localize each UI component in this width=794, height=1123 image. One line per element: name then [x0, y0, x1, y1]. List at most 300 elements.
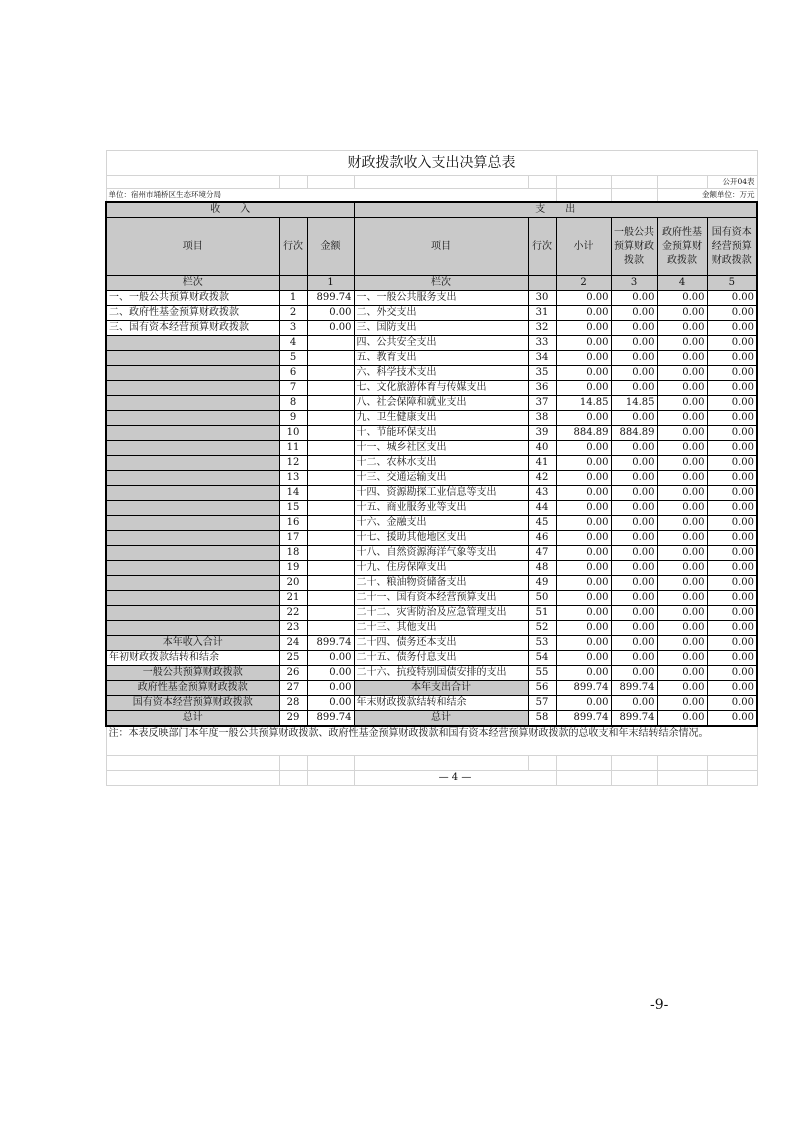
colno-2: 2: [556, 276, 611, 291]
income-row-no: 12: [279, 456, 307, 471]
income-row-no: 16: [279, 516, 307, 531]
expense-item: 四、公共安全支出: [354, 336, 528, 351]
income-item: [106, 396, 279, 411]
header-item: 项目: [106, 218, 279, 276]
expense-item: 五、教育支出: [354, 351, 528, 366]
expense-subtotal: 0.00: [556, 366, 611, 381]
expense-general: 884.89: [611, 426, 657, 441]
expense-row-no: 30: [528, 291, 556, 306]
expense-row-no: 50: [528, 591, 556, 606]
expense-general: 0.00: [611, 546, 657, 561]
income-amount: 899.74: [307, 711, 354, 727]
expense-capital: 0.00: [707, 621, 757, 636]
expense-general: 14.85: [611, 396, 657, 411]
income-row-no: 26: [279, 666, 307, 681]
income-item: [106, 411, 279, 426]
expense-item: 十六、金融支出: [354, 516, 528, 531]
expense-subtotal: 0.00: [556, 546, 611, 561]
expense-subtotal: 0.00: [556, 516, 611, 531]
expense-subtotal: 14.85: [556, 396, 611, 411]
income-amount: [307, 621, 354, 636]
expense-capital: 0.00: [707, 546, 757, 561]
expense-general: 0.00: [611, 501, 657, 516]
expense-row-no: 46: [528, 531, 556, 546]
expense-item: 十八、自然资源海洋气象等支出: [354, 546, 528, 561]
expense-capital: 0.00: [707, 351, 757, 366]
expense-general: 0.00: [611, 651, 657, 666]
expense-item: 七、文化旅游体育与传媒支出: [354, 381, 528, 396]
expense-row-no: 56: [528, 681, 556, 696]
income-item: [106, 501, 279, 516]
table-row: [106, 501, 757, 516]
expense-general: 0.00: [611, 306, 657, 321]
expense-item: 二十五、债务付息支出: [354, 651, 528, 666]
expense-row-no: 36: [528, 381, 556, 396]
expense-row-no: 33: [528, 336, 556, 351]
expense-row-no: 42: [528, 471, 556, 486]
table-row: [106, 426, 757, 441]
expense-fund: 0.00: [657, 306, 707, 321]
table-row: [106, 621, 757, 636]
table-row: [106, 321, 757, 336]
table-row: [106, 651, 757, 666]
header-row: 行次: [279, 218, 307, 276]
expense-general: 0.00: [611, 531, 657, 546]
expense-subtotal: 0.00: [556, 351, 611, 366]
income-amount: [307, 501, 354, 516]
income-row-no: 15: [279, 501, 307, 516]
income-row-no: 27: [279, 681, 307, 696]
expense-subtotal: 0.00: [556, 321, 611, 336]
expense-subtotal: 0.00: [556, 696, 611, 711]
income-row-no: 10: [279, 426, 307, 441]
expense-capital: 0.00: [707, 321, 757, 336]
income-row-no: 25: [279, 651, 307, 666]
income-row-no: 19: [279, 561, 307, 576]
income-item: [106, 441, 279, 456]
expense-item: 十二、农林水支出: [354, 456, 528, 471]
income-amount: [307, 441, 354, 456]
expense-subtotal: 0.00: [556, 381, 611, 396]
expense-general: 0.00: [611, 696, 657, 711]
table-note: 注：本表反映部门本年度一般公共预算财政拨款、政府性基金预算财政拨款和国有资本经营预算财政拨款的总收支和年末结转结余情况。: [106, 726, 757, 756]
colno-3: 3: [611, 276, 657, 291]
income-amount: [307, 426, 354, 441]
expense-fund: 0.00: [657, 441, 707, 456]
table-row: [106, 336, 757, 351]
income-row-no: 17: [279, 531, 307, 546]
expense-general: 899.74: [611, 711, 657, 727]
expense-general: 0.00: [611, 561, 657, 576]
expense-subtotal: 884.89: [556, 426, 611, 441]
expense-item: 一、一般公共服务支出: [354, 291, 528, 306]
table-row: [106, 681, 757, 696]
income-amount: [307, 471, 354, 486]
expense-fund: 0.00: [657, 471, 707, 486]
income-item: 总计: [106, 711, 279, 727]
income-amount: 0.00: [307, 696, 354, 711]
expense-subtotal: 0.00: [556, 441, 611, 456]
expense-row-no: 58: [528, 711, 556, 727]
expense-general: 0.00: [611, 351, 657, 366]
expense-capital: 0.00: [707, 381, 757, 396]
expense-general: 0.00: [611, 486, 657, 501]
unit-label: 单位：宿州市埇桥区生态环境分局: [106, 189, 556, 203]
colno-label: 栏次: [106, 276, 279, 291]
expense-capital: 0.00: [707, 441, 757, 456]
expense-fund: 0.00: [657, 591, 707, 606]
income-item: [106, 546, 279, 561]
expense-item: 十一、城乡社区支出: [354, 441, 528, 456]
table-row: [106, 606, 757, 621]
expense-capital: 0.00: [707, 486, 757, 501]
expense-subtotal: 0.00: [556, 576, 611, 591]
expense-item: 二十六、抗疫特别国债安排的支出: [354, 666, 528, 681]
expense-row-no: 31: [528, 306, 556, 321]
income-item: [106, 366, 279, 381]
expense-row-no: 55: [528, 666, 556, 681]
expense-general: 0.00: [611, 591, 657, 606]
expense-fund: 0.00: [657, 351, 707, 366]
expense-subtotal: 899.74: [556, 681, 611, 696]
expense-general: 899.74: [611, 681, 657, 696]
expense-item: 二、外交支出: [354, 306, 528, 321]
expense-capital: 0.00: [707, 306, 757, 321]
expense-capital: 0.00: [707, 366, 757, 381]
expense-fund: 0.00: [657, 666, 707, 681]
inner-page-number: — 4 —: [354, 771, 556, 786]
expense-row-no: 47: [528, 546, 556, 561]
income-row-no: 5: [279, 351, 307, 366]
income-row-no: 2: [279, 306, 307, 321]
income-amount: [307, 561, 354, 576]
income-amount: 899.74: [307, 636, 354, 651]
expense-general: 0.00: [611, 411, 657, 426]
expense-item: 年末财政拨款结转和结余: [354, 696, 528, 711]
income-amount: [307, 516, 354, 531]
income-item: [106, 576, 279, 591]
table-body: [106, 291, 757, 727]
expense-general: 0.00: [611, 606, 657, 621]
expense-capital: 0.00: [707, 681, 757, 696]
expense-item: 总计: [354, 711, 528, 727]
income-amount: [307, 336, 354, 351]
income-row-no: 4: [279, 336, 307, 351]
income-amount: 899.74: [307, 291, 354, 306]
income-row-no: 13: [279, 471, 307, 486]
income-amount: [307, 531, 354, 546]
income-amount: 0.00: [307, 306, 354, 321]
expense-subtotal: 899.74: [556, 711, 611, 727]
income-row-no: 22: [279, 606, 307, 621]
table-row: [106, 576, 757, 591]
expense-general: 0.00: [611, 576, 657, 591]
expense-item: 二十、粮油物资储备支出: [354, 576, 528, 591]
header-item2: 项目: [354, 218, 528, 276]
expense-capital: 0.00: [707, 636, 757, 651]
table-row: [106, 591, 757, 606]
income-row-no: 8: [279, 396, 307, 411]
expense-item: 二十一、国有资本经营预算支出: [354, 591, 528, 606]
income-amount: [307, 456, 354, 471]
expense-capital: 0.00: [707, 426, 757, 441]
expense-subtotal: 0.00: [556, 531, 611, 546]
income-amount: [307, 411, 354, 426]
income-item: 国有资本经营预算财政拨款: [106, 696, 279, 711]
table-row: [106, 396, 757, 411]
colno-5: 5: [707, 276, 757, 291]
expense-fund: 0.00: [657, 531, 707, 546]
expense-row-no: 45: [528, 516, 556, 531]
income-item: [106, 516, 279, 531]
expense-capital: 0.00: [707, 576, 757, 591]
income-item: [106, 486, 279, 501]
expense-row-no: 57: [528, 696, 556, 711]
income-item: 政府性基金预算财政拨款: [106, 681, 279, 696]
expense-capital: 0.00: [707, 396, 757, 411]
expense-row-no: 52: [528, 621, 556, 636]
expense-fund: 0.00: [657, 486, 707, 501]
expense-row-no: 41: [528, 456, 556, 471]
table-row: [106, 666, 757, 681]
income-row-no: 14: [279, 486, 307, 501]
expense-general: 0.00: [611, 636, 657, 651]
expense-row-no: 53: [528, 636, 556, 651]
income-row-no: 29: [279, 711, 307, 727]
expense-subtotal: 0.00: [556, 456, 611, 471]
income-row-no: 3: [279, 321, 307, 336]
income-row-no: 1: [279, 291, 307, 306]
table-title: 财政拨款收入支出决算总表: [106, 151, 757, 176]
income-item: 一、一般公共预算财政拨款: [106, 291, 279, 306]
expense-item: 二十二、灾害防治及应急管理支出: [354, 606, 528, 621]
expense-capital: 0.00: [707, 666, 757, 681]
expense-subtotal: 0.00: [556, 486, 611, 501]
expense-subtotal: 0.00: [556, 501, 611, 516]
expense-section-header: 支 出: [354, 202, 757, 218]
income-row-no: 20: [279, 576, 307, 591]
table-row: [106, 636, 757, 651]
header-amount: 金额: [307, 218, 354, 276]
expense-item: 十五、商业服务业等支出: [354, 501, 528, 516]
income-item: [106, 561, 279, 576]
table-row: [106, 546, 757, 561]
income-item: [106, 456, 279, 471]
expense-capital: 0.00: [707, 531, 757, 546]
expense-fund: 0.00: [657, 546, 707, 561]
income-row-no: 6: [279, 366, 307, 381]
expense-subtotal: 0.00: [556, 621, 611, 636]
table-row: [106, 351, 757, 366]
income-row-no: 28: [279, 696, 307, 711]
expense-item: 十九、住房保障支出: [354, 561, 528, 576]
header-row2: 行次: [528, 218, 556, 276]
table-row: [106, 471, 757, 486]
expense-fund: 0.00: [657, 366, 707, 381]
expense-row-no: 48: [528, 561, 556, 576]
income-item: 三、国有资本经营预算财政拨款: [106, 321, 279, 336]
table-row: [106, 531, 757, 546]
expense-capital: 0.00: [707, 606, 757, 621]
income-amount: [307, 546, 354, 561]
header-subtotal: 小计: [556, 218, 611, 276]
expense-capital: 0.00: [707, 651, 757, 666]
income-item: 二、政府性基金预算财政拨款: [106, 306, 279, 321]
expense-subtotal: 0.00: [556, 336, 611, 351]
expense-general: 0.00: [611, 621, 657, 636]
income-item: [106, 591, 279, 606]
expense-subtotal: 0.00: [556, 471, 611, 486]
expense-subtotal: 0.00: [556, 606, 611, 621]
expense-row-no: 34: [528, 351, 556, 366]
table-row: [106, 441, 757, 456]
expense-general: 0.00: [611, 456, 657, 471]
table-row: [106, 486, 757, 501]
table-row: [106, 711, 757, 727]
expense-row-no: 43: [528, 486, 556, 501]
expense-capital: 0.00: [707, 516, 757, 531]
table-row: [106, 456, 757, 471]
expense-capital: 0.00: [707, 456, 757, 471]
header-capital: 国有资本经营预算财政拨款: [707, 218, 757, 276]
expense-fund: 0.00: [657, 516, 707, 531]
expense-fund: 0.00: [657, 411, 707, 426]
header-general: 一般公共预算财政拨款: [611, 218, 657, 276]
expense-subtotal: 0.00: [556, 291, 611, 306]
income-amount: 0.00: [307, 681, 354, 696]
expense-item: 本年支出合计: [354, 681, 528, 696]
income-amount: 0.00: [307, 651, 354, 666]
expense-fund: 0.00: [657, 561, 707, 576]
expense-row-no: 39: [528, 426, 556, 441]
expense-subtotal: 0.00: [556, 651, 611, 666]
expense-general: 0.00: [611, 381, 657, 396]
table-row: [106, 561, 757, 576]
expense-item: 九、卫生健康支出: [354, 411, 528, 426]
expense-capital: 0.00: [707, 591, 757, 606]
income-row-no: 18: [279, 546, 307, 561]
expense-row-no: 49: [528, 576, 556, 591]
expense-row-no: 44: [528, 501, 556, 516]
expense-fund: 0.00: [657, 576, 707, 591]
expense-row-no: 32: [528, 321, 556, 336]
income-item: [106, 471, 279, 486]
expense-item: 二十三、其他支出: [354, 621, 528, 636]
budget-sheet: [105, 150, 756, 786]
colno-label2: 栏次: [354, 276, 528, 291]
income-row-no: 21: [279, 591, 307, 606]
expense-capital: 0.00: [707, 561, 757, 576]
expense-general: 0.00: [611, 471, 657, 486]
expense-fund: 0.00: [657, 606, 707, 621]
expense-item: 十三、交通运输支出: [354, 471, 528, 486]
expense-fund: 0.00: [657, 381, 707, 396]
expense-fund: 0.00: [657, 696, 707, 711]
income-amount: [307, 576, 354, 591]
expense-subtotal: 0.00: [556, 636, 611, 651]
expense-subtotal: 0.00: [556, 306, 611, 321]
expense-capital: 0.00: [707, 471, 757, 486]
table-row: [106, 381, 757, 396]
expense-fund: 0.00: [657, 321, 707, 336]
income-row-no: 11: [279, 441, 307, 456]
income-item: 一般公共预算财政拨款: [106, 666, 279, 681]
expense-item: 十、节能环保支出: [354, 426, 528, 441]
money-unit: 金额单位：万元: [657, 189, 757, 203]
income-amount: [307, 396, 354, 411]
colno-4: 4: [657, 276, 707, 291]
income-section-header: 收 入: [106, 202, 354, 218]
income-item: [106, 606, 279, 621]
income-amount: [307, 366, 354, 381]
expense-row-no: 54: [528, 651, 556, 666]
expense-item: 六、科学技术支出: [354, 366, 528, 381]
income-item: [106, 531, 279, 546]
expense-fund: 0.00: [657, 396, 707, 411]
page-number: -9-: [650, 997, 669, 1013]
expense-subtotal: 0.00: [556, 411, 611, 426]
income-amount: [307, 351, 354, 366]
expense-capital: 0.00: [707, 501, 757, 516]
form-code: 公开04表: [707, 176, 757, 189]
expense-general: 0.00: [611, 321, 657, 336]
income-row-no: 9: [279, 411, 307, 426]
header-fund: 政府性基金预算财政拨款: [657, 218, 707, 276]
expense-subtotal: 0.00: [556, 666, 611, 681]
expense-fund: 0.00: [657, 426, 707, 441]
income-amount: 0.00: [307, 321, 354, 336]
expense-fund: 0.00: [657, 336, 707, 351]
expense-general: 0.00: [611, 666, 657, 681]
income-row-no: 24: [279, 636, 307, 651]
table-row: [106, 696, 757, 711]
expense-general: 0.00: [611, 291, 657, 306]
income-item: [106, 621, 279, 636]
expense-general: 0.00: [611, 336, 657, 351]
expense-row-no: 40: [528, 441, 556, 456]
expense-item: 八、社会保障和就业支出: [354, 396, 528, 411]
expense-capital: 0.00: [707, 291, 757, 306]
expense-item: 十七、援助其他地区支出: [354, 531, 528, 546]
income-item: [106, 381, 279, 396]
income-item: 本年收入合计: [106, 636, 279, 651]
expense-general: 0.00: [611, 366, 657, 381]
expense-capital: 0.00: [707, 711, 757, 727]
table-row: [106, 306, 757, 321]
table-row: [106, 291, 757, 306]
expense-item: 三、国防支出: [354, 321, 528, 336]
expense-capital: 0.00: [707, 411, 757, 426]
income-item: [106, 426, 279, 441]
colno-1: 1: [307, 276, 354, 291]
expense-fund: 0.00: [657, 501, 707, 516]
income-amount: 0.00: [307, 666, 354, 681]
income-amount: [307, 591, 354, 606]
expense-item: 十四、资源勘探工业信息等支出: [354, 486, 528, 501]
table-row: [106, 411, 757, 426]
income-item: [106, 351, 279, 366]
expense-fund: 0.00: [657, 711, 707, 727]
income-amount: [307, 606, 354, 621]
income-row-no: 7: [279, 381, 307, 396]
income-amount: [307, 486, 354, 501]
expense-row-no: 35: [528, 366, 556, 381]
income-amount: [307, 381, 354, 396]
expense-row-no: 38: [528, 411, 556, 426]
expense-subtotal: 0.00: [556, 591, 611, 606]
expense-fund: 0.00: [657, 636, 707, 651]
expense-general: 0.00: [611, 441, 657, 456]
